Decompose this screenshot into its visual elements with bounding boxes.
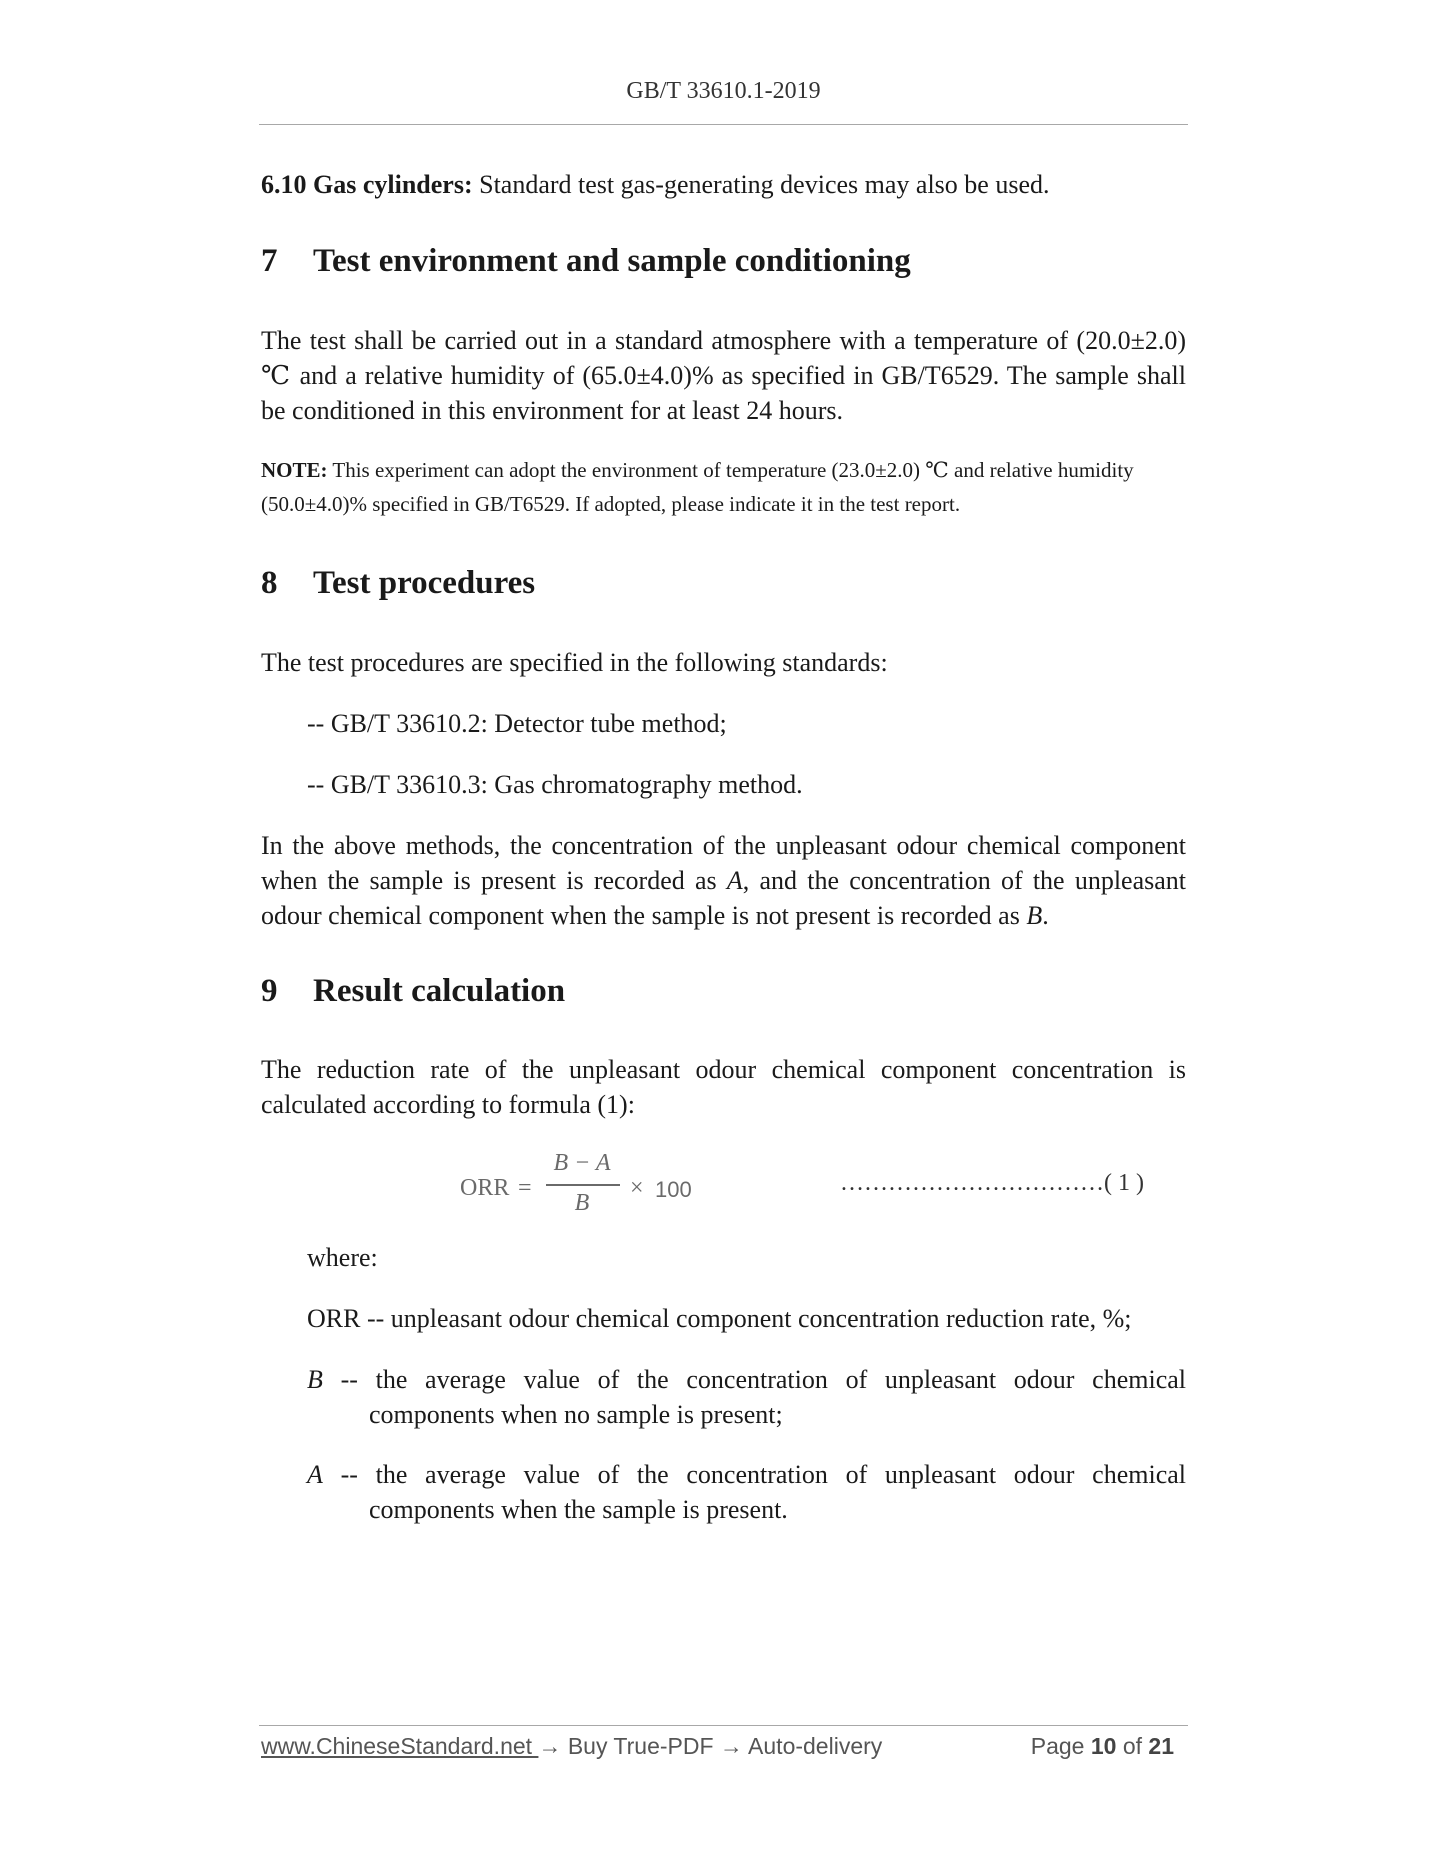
section-8-paragraph (261, 828, 1186, 933)
definition-term: ORR (307, 1304, 361, 1333)
section-9-heading (261, 973, 1186, 1010)
paragraph-text: In the above methods, the concentration of the unpleasant odour chemical component when the sample is present is recorded as (261, 831, 1186, 895)
list-item: -- GB/T 33610.3: Gas chromatography method. (307, 770, 803, 799)
note-label: NOTE: (261, 458, 328, 482)
section-7-note (261, 453, 1186, 521)
footer-links (261, 1733, 882, 1760)
section-7-heading (261, 243, 1186, 280)
formula-times: × (630, 1175, 644, 1201)
arrow-right-icon: → (538, 1733, 562, 1759)
section-number: 8 (261, 565, 278, 601)
clause-6-10 (261, 167, 1186, 202)
section-title: Result calculation (313, 973, 566, 1009)
section-number: 9 (261, 973, 278, 1009)
variable-b: B (1026, 901, 1043, 930)
buy-link[interactable]: Buy True-PDF (561, 1733, 720, 1759)
auto-delivery-text: Auto-delivery (742, 1733, 883, 1759)
fraction-bar (546, 1184, 620, 1186)
definition-term: A (307, 1460, 323, 1489)
page-counter (1031, 1733, 1174, 1760)
definition-term: B (307, 1365, 323, 1394)
clause-6-10-label: 6.10 Gas cylinders: (261, 170, 473, 199)
formula-denominator: B (574, 1190, 590, 1216)
site-link[interactable]: www.ChineseStandard.net (261, 1733, 539, 1759)
paragraph-text: . (1042, 901, 1049, 930)
formula-number (840, 1170, 1144, 1197)
section-7-paragraph: The test shall be carried out in a standard atmosphere with a temperature of (20.0±2.0) ℃ and a relative humidity of (65.0±4.0)% as specified in GB/T6529. The sample shall be conditioned in this environment for at least 24 hours. (261, 326, 1186, 425)
header-rule (259, 124, 1188, 125)
formula-lhs: ORR (460, 1175, 510, 1201)
definition-text: -- the average value of the concentration of unpleasant odour chemical components when no sample is present; (322, 1365, 1186, 1429)
page-of: of (1116, 1733, 1149, 1759)
formula-factor: 100 (655, 1177, 692, 1202)
clause-6-10-text: Standard test gas-generating devices may also be used. (472, 170, 1050, 199)
definition-b (307, 1362, 1186, 1432)
formula-label: ( 1 ) (1104, 1170, 1144, 1196)
formula-numerator: B − A (553, 1150, 611, 1176)
section-8-intro: The test procedures are specified in the following standards: (261, 648, 888, 677)
section-9-intro: The reduction rate of the unpleasant odour chemical component concentration is calculated according to formula (1): (261, 1055, 1186, 1119)
where-label: where: (307, 1243, 378, 1272)
definition-orr (307, 1301, 1186, 1336)
definition-text: -- unpleasant odour chemical component concentration reduction rate, %; (360, 1304, 1132, 1333)
page-number: 10 (1090, 1733, 1117, 1759)
section-number: 7 (261, 243, 278, 279)
note-text: This experiment can adopt the environment of temperature (23.0±2.0) ℃ and relative humidity (50.0±4.0)% specified in GB/T6529. If adopted, please indicate it in the test report. (261, 458, 1134, 516)
arrow-right-icon: → (719, 1733, 743, 1759)
variable-a: A (726, 866, 743, 895)
definition-text: -- the average value of the concentration of unpleasant odour chemical components when the sample is present. (322, 1460, 1186, 1524)
page-total: 21 (1148, 1733, 1174, 1759)
formula-equals: = (518, 1175, 532, 1201)
page-header: GB/T 33610.1-2019 (626, 78, 821, 104)
footer-rule (259, 1725, 1188, 1726)
section-title: Test environment and sample conditioning (313, 243, 911, 279)
definition-a (307, 1457, 1186, 1527)
page-footer (261, 1733, 1186, 1773)
page-label: Page (1030, 1733, 1091, 1759)
formula-leader-dots: …………………………… (840, 1170, 1104, 1196)
paragraph-text: , and the concentration of the unpleasant odour chemical component when the sample is not present is recorded as (261, 866, 1186, 930)
section-8-heading (261, 565, 1186, 602)
list-item: -- GB/T 33610.2: Detector tube method; (307, 709, 727, 738)
section-title: Test procedures (313, 565, 536, 601)
